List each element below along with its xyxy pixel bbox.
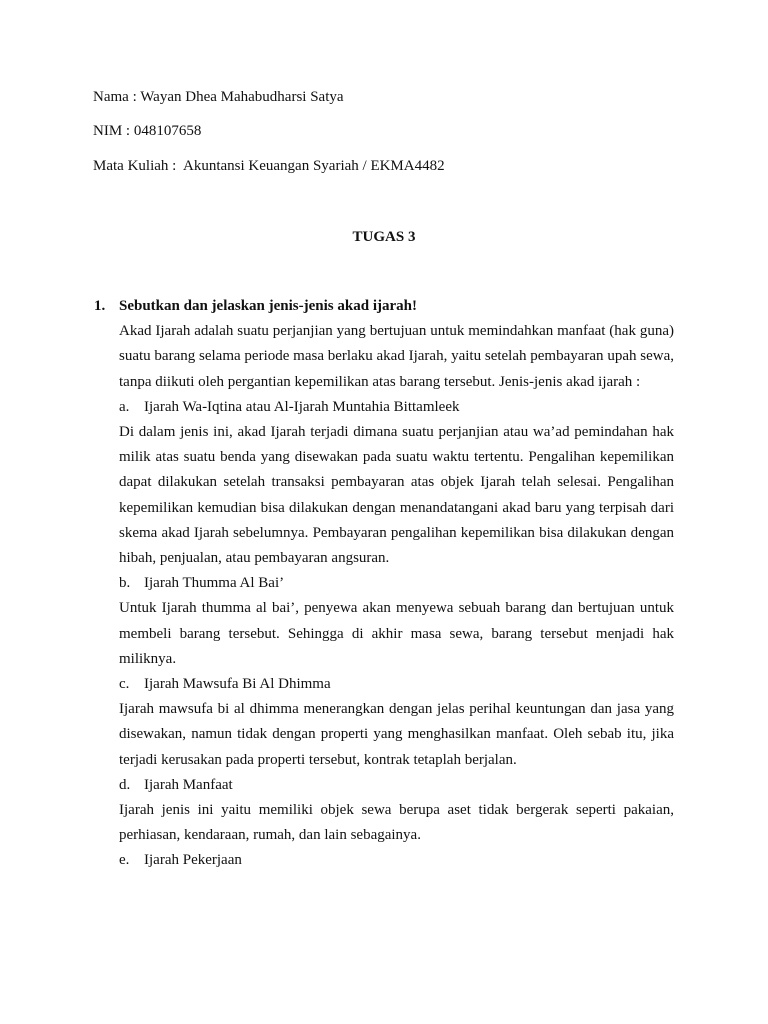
course-name: Mata Kuliah : Akuntansi Keuangan Syariah / EKMA4482 — [93, 158, 445, 174]
answer-intro: Akad Ijarah adalah suatu perjanjian yang bertujuan untuk memindahkan manfaat (hak guna) suatu barang selama periode masa berlaku akad Ijarah, yaitu setelah pembayaran upah sewa, tanpa diikuti oleh pergantian kepemilikan atas barang tersebut. Jenis-jenis akad ijarah : — [119, 323, 674, 390]
subheading-letter: d. — [119, 776, 131, 793]
subheading-letter: a. — [119, 398, 130, 415]
subheading-title: Ijarah Manfaat — [144, 776, 233, 793]
subheading-title: Ijarah Pekerjaan — [144, 852, 242, 869]
subheading-title: Ijarah Thumma Al Bai’ — [144, 575, 285, 592]
subheading-letter: c. — [119, 676, 130, 693]
subheading-d — [119, 773, 674, 798]
student-nim: NIM : 048107658 — [93, 123, 202, 139]
subheading-a — [119, 395, 674, 420]
subheading-e — [119, 848, 674, 873]
student-name: Nama : Wayan Dhea Mahabudharsi Satya — [93, 89, 344, 105]
paragraph-d: Ijarah jenis ini yaitu memiliki objek sewa berupa aset tidak bergerak seperti pakaian, perhiasan, kendaraan, rumah, dan lain sebagainya. — [119, 802, 674, 844]
paragraph-b: Untuk Ijarah thumma al bai’, penyewa akan menyewa sebuah barang dan bertujuan untuk membeli barang tersebut. Sehingga di akhir masa sewa, barang tersebut menjadi hak miliknya. — [119, 600, 674, 667]
subheading-letter: e. — [119, 852, 130, 869]
paragraph-a: Di dalam jenis ini, akad Ijarah terjadi dimana suatu perjanjian atau wa’ad pemindahan hak milik atas suatu benda yang disewakan pada suatu waktu tertentu. Pengalihan kepemilikan dapat dilakukan setelah transaksi pembayaran atas objek Ijarah telah selesai. Pengalihan kepemilikan kemudian bisa dilakukan dengan menandatangani akad baru yang terpisah dari skema akad Ijarah sebelumnya. Pembayaran pengalihan kepemilikan bisa dilakukan dengan hibah, penjualan, atau pembayaran angsuran. — [119, 424, 674, 567]
subheading-b — [119, 571, 674, 596]
subheading-c — [119, 672, 674, 697]
answer-body — [119, 294, 674, 874]
subheading-title: Ijarah Wa-Iqtina atau Al-Ijarah Muntahia Bittamleek — [144, 398, 460, 415]
subheading-letter: b. — [119, 575, 131, 592]
subheading-title: Ijarah Mawsufa Bi Al Dhimma — [144, 676, 331, 693]
question-number: 1. — [94, 298, 106, 314]
paragraph-c: Ijarah mawsufa bi al dhimma menerangkan dengan jelas perihal keuntungan dan jasa yang disewakan, namun tidak dengan properti yang menghasilkan manfaat. Oleh sebab itu, jika terjadi kerusakan pada properti tersebut, kontrak tetaplah berjalan. — [119, 701, 674, 768]
assignment-title: TUGAS 3 — [352, 229, 416, 245]
question-text: Sebutkan dan jelaskan jenis-jenis akad ijarah! — [119, 298, 417, 314]
